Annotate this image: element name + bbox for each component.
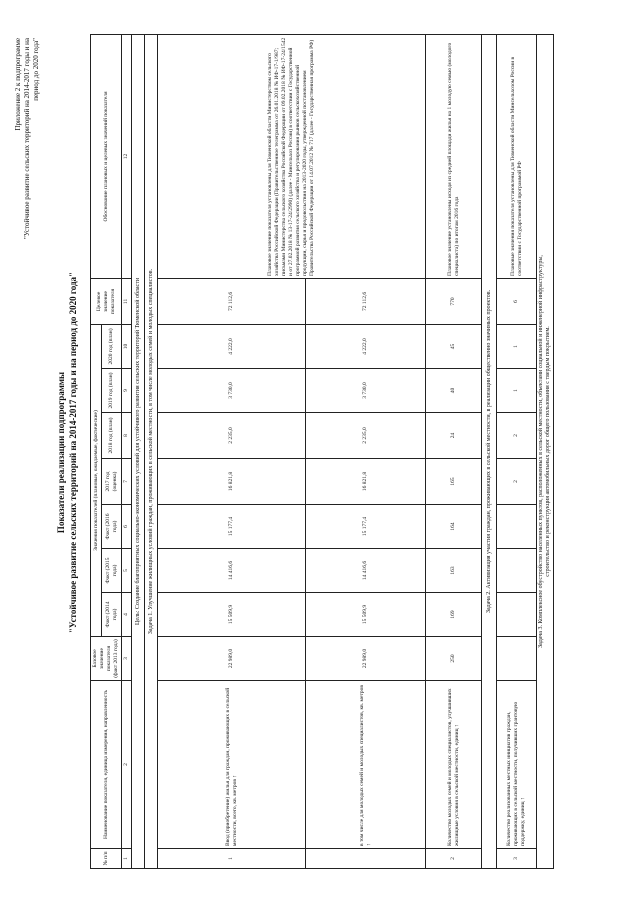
row-value: 2 [497,413,537,459]
appendix-line-2: "Устойчивое развитие сельских территорий на 2014-2017 годы и на [23,38,31,239]
row-target: 6 [497,278,537,324]
row-value: 1 [497,369,537,413]
task-2-text: Задача 2. Активизация участия граждан, проживающих в сельской местности, в реализации общественно значимых проектов. [482,34,497,868]
row-num [306,849,426,869]
row-value: 15 509,9 [306,593,426,637]
appendix-note [14,38,41,239]
row-value: 2 235,0 [306,413,426,459]
task-row [482,34,497,868]
column-number: 6 [122,505,132,549]
row-basis: Плановое значение показателя установлены для Тюменской области Министерством сельского хозяйства Российской Федерации (Правительственное телеграмма от 26.01.2018 № ИФ-17-1/987; письмами Министерства сельского хозяйства Российской Федерации от 09.02.2018 № ИФ-17-24/1542 и от 27.02.2018 № 13-17-24/2990) (далее - Минсельхоз России) в соответствии с Государственной программой развития сельского хозяйства и регулирования рынков сельскохозяйственной продукции, сырья и продовольствия на 2013-2020 годы, утвержденной постановлением Правительства Российской Федерации от 14.07.2012 № 717 (далее - Государственная программа РФ) [158,34,426,278]
appendix-line-1: Приложение 2 к подпрограмме [14,38,22,131]
row-value: 40 [426,369,482,413]
row-value: 16 821,8 [158,459,306,505]
row-basis: Плановое значение установлены исходя из средней площади жилья на 1 молодую семью (молодого специалиста) по итогам 2016 года [426,34,482,278]
row-value: 163 [426,549,482,593]
row-base [497,637,537,681]
table-row [158,34,306,868]
row-value: 4 222,0 [306,324,426,368]
row-value: 45 [426,324,482,368]
row-num: 1 [158,849,306,869]
row-value: 14 416,6 [306,549,426,593]
column-number: 12 [122,34,132,278]
task-row [145,34,158,868]
column-number: 10 [122,324,132,368]
header-target: Целевое значение показателя [91,278,122,324]
header-base: Базовое значение показателя (факт 2013 года) [91,637,122,681]
column-numbers-row [122,34,132,868]
column-number: 2 [122,681,132,849]
row-value: 165 [426,459,482,505]
task-row [537,34,554,868]
row-value: 15 177,4 [306,505,426,549]
row-base: 250 [426,637,482,681]
goal-row [132,34,145,868]
column-number: 9 [122,369,132,413]
row-value: 15 509,9 [158,593,306,637]
header-year: 2017 год (оценка) [102,459,122,505]
row-value: 1 [497,324,537,368]
header-year: 2020 год (план) [102,324,122,368]
row-base: 22 989,0 [306,637,426,681]
row-value [497,505,537,549]
row-name: Ввод (приобретение) жилья для граждан, проживающих в сельской местности, всего, кв. метров ↑ [158,681,306,849]
row-value: 2 235,0 [158,413,306,459]
task-1-text: Задача 1. Улучшение жилищных условий граждан, проживающих в сельской местности, в том числе молодых семей и молодых специалистов. [145,34,158,868]
row-target: 770 [426,278,482,324]
row-name: Количество реализованных местных инициатив граждан, проживающих в сельской местности, получивших грантовую поддержку, единиц ↑ [497,681,537,849]
column-number: 4 [122,593,132,637]
document-subtitle: "Устойчивое развитие сельских территорий на 2014-2017 годы и на период до 2020 года" [68,271,78,634]
row-target: 72 112,6 [158,278,306,324]
row-value: 15 177,4 [158,505,306,549]
header-year: Факт (2016 года) [102,505,122,549]
task-3-line-2: строительство и реконструкция автомобильных дорог общего пользования с твердым покрытием. [545,326,551,577]
header-basis: Обоснование плановых и целевых значений показателя [91,34,122,278]
row-value: 14 416,6 [158,549,306,593]
column-number: 8 [122,413,132,459]
header-row-1 [91,34,102,868]
header-year: 2018 год (план) [102,413,122,459]
row-value: 169 [426,593,482,637]
row-num: 3 [497,849,537,869]
header-values-group: Значения показателей (плановые, ожидаемые, фактические) [91,324,102,636]
row-value [497,593,537,637]
row-value: 164 [426,505,482,549]
goal-text: Цель: Создание благоприятных социально-экономических условий для устойчивого развития сельских территорий Тюменской области [132,34,145,868]
row-num: 2 [426,849,482,869]
header-name: Наименование показателя, единица измерения, направленность [91,681,122,849]
header-year: 2019 год (план) [102,369,122,413]
table-row [426,34,482,868]
task-3-line-1: Задача 3. Комплексное обустройство населенных пунктов, расположенных в сельской местности, объектами социальной и инженерной инфраструктуры, [538,255,544,648]
row-name: Количество молодых семей и молодых специалистов, улучшивших жилищные условия в сельской местности, единиц ↑ [426,681,482,849]
indicators-table [90,34,554,869]
row-name: в том числе для молодых семей и молодых специалистов, кв. метров ↑ [306,681,426,849]
row-value: 3 730,0 [306,369,426,413]
row-value: 24 [426,413,482,459]
table-row [497,34,537,868]
column-number: 1 [122,849,132,869]
header-year: Факт (2014 года) [102,593,122,637]
column-number: 3 [122,637,132,681]
header-year: Факт (2015 года) [102,549,122,593]
document-title: Показатели реализации подпрограммы [56,371,66,534]
row-value: 2 [497,459,537,505]
header-num: № п/п [91,849,122,869]
column-number: 11 [122,278,132,324]
row-target: 72 112,6 [306,278,426,324]
row-value: 4 222,0 [158,324,306,368]
row-base: 22 989,0 [158,637,306,681]
row-value [497,549,537,593]
row-value: 3 730,0 [158,369,306,413]
column-number: 5 [122,549,132,593]
task-3-text [537,34,554,868]
row-basis: Плановые значения показателя установлены для Тюменской области Минсельхозом России в соответствии с Государственной программой РФ [497,34,537,278]
column-number: 7 [122,459,132,505]
row-value: 16 821,8 [306,459,426,505]
appendix-line-3: период до 2020 года" [32,38,40,101]
